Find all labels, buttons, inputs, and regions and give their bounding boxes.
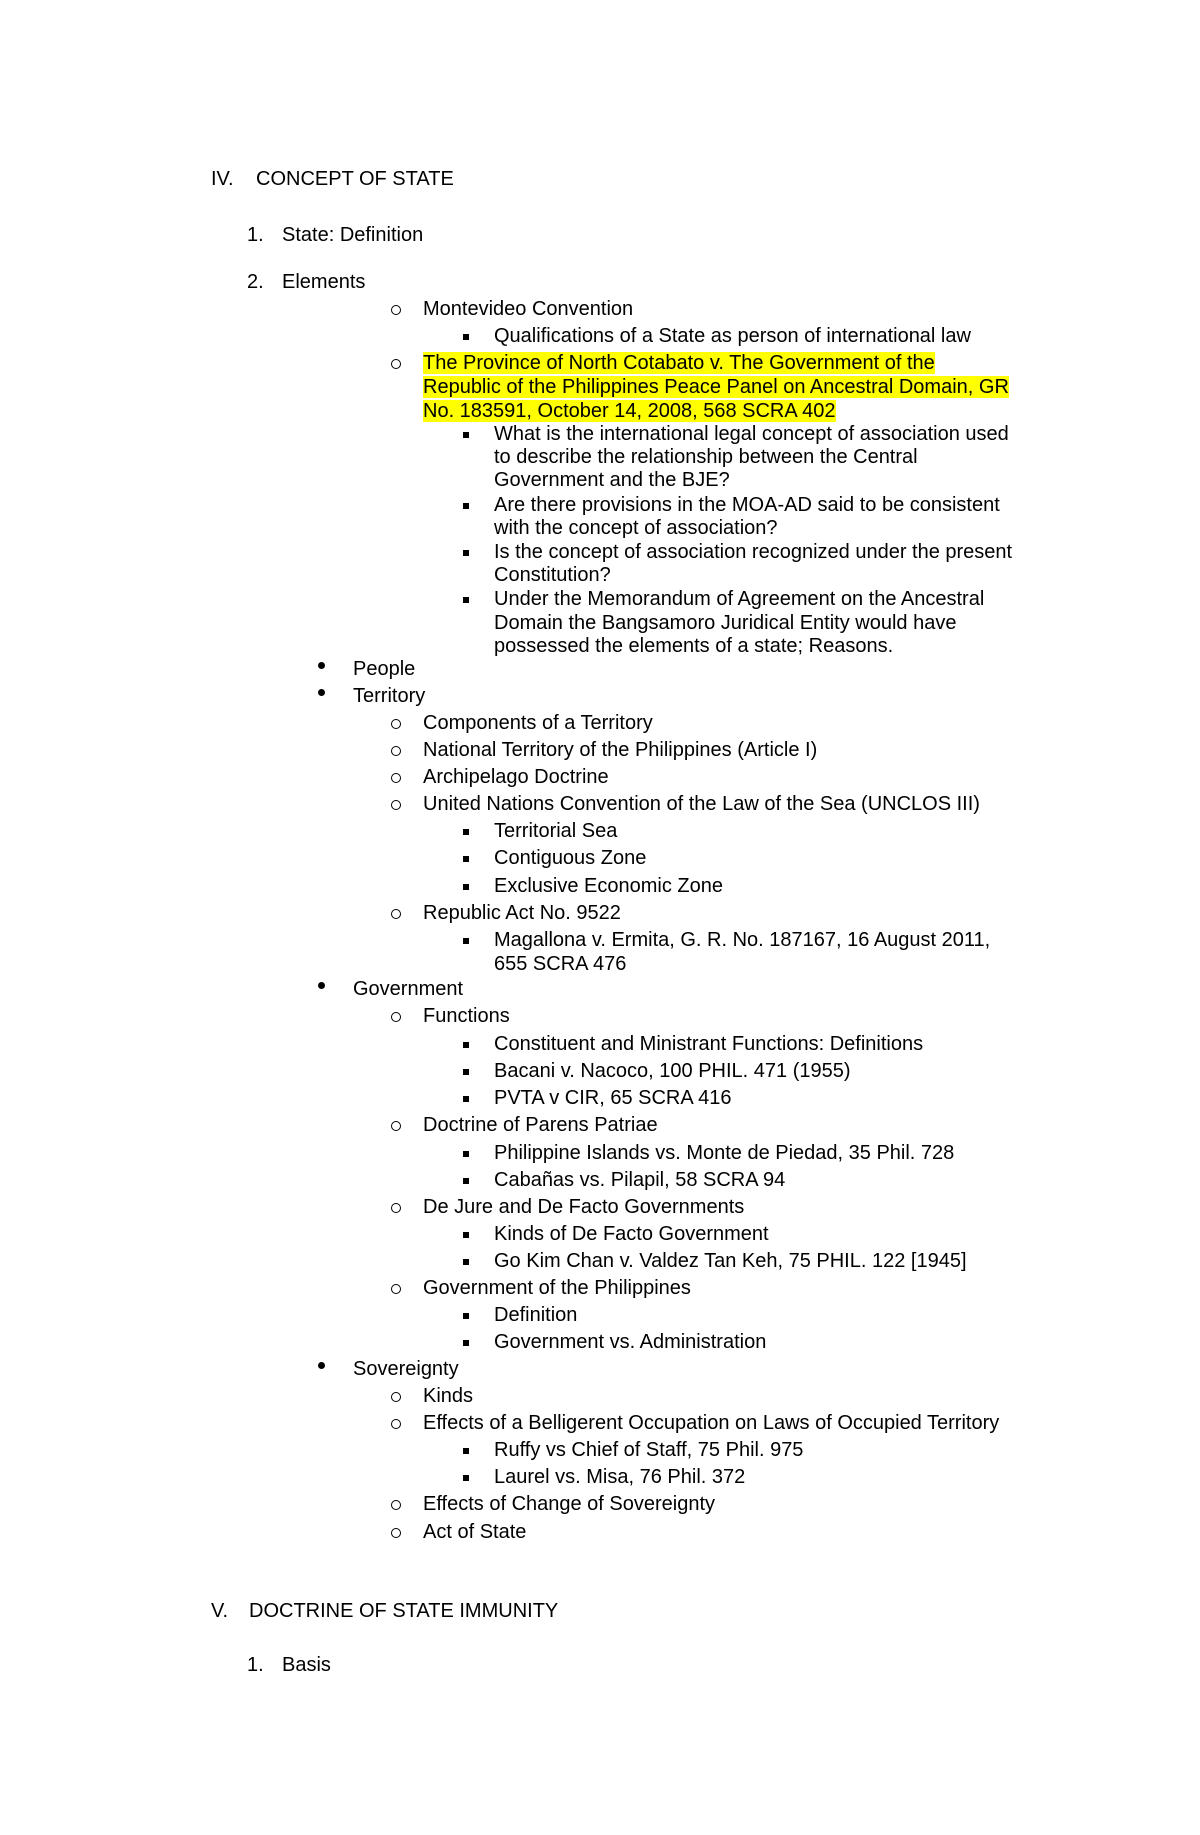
- circle-bullet-icon: [391, 1419, 401, 1429]
- territory-label: Territory: [353, 685, 426, 707]
- square-bullet-icon: [463, 1232, 469, 1238]
- square-bullet-icon: [463, 1340, 469, 1346]
- question-3-line-1: Is the concept of association recognized under the present: [494, 541, 1013, 563]
- square-bullet-icon: [463, 550, 469, 556]
- disc-bullet-icon: [318, 662, 325, 669]
- sov-actofstate: Act of State: [423, 1521, 527, 1543]
- circle-bullet-icon: [391, 1500, 401, 1510]
- square-bullet-icon: [463, 1151, 469, 1157]
- circle-bullet-icon: [391, 1012, 401, 1022]
- functions-item-2: Bacani v. Nacoco, 100 PHIL. 471 (1955): [494, 1060, 851, 1082]
- people-label: People: [353, 658, 416, 680]
- section-v-title: DOCTRINE OF STATE IMMUNITY: [249, 1600, 559, 1622]
- dejure-item-1: Kinds of De Facto Government: [494, 1223, 769, 1245]
- montevideo-sub: Qualifications of a State as person of international law: [494, 325, 971, 347]
- item-2-text: Elements: [282, 271, 366, 293]
- philgov-item-2: Government vs. Administration: [494, 1331, 767, 1353]
- square-bullet-icon: [463, 1178, 469, 1184]
- square-bullet-icon: [463, 856, 469, 862]
- question-2-line-2: with the concept of association?: [494, 517, 778, 539]
- sov-change: Effects of Change of Sovereignty: [423, 1493, 716, 1515]
- territory-archipelago: Archipelago Doctrine: [423, 766, 609, 788]
- square-bullet-icon: [463, 334, 469, 340]
- gov-philgov: Government of the Philippines: [423, 1277, 691, 1299]
- square-bullet-icon: [463, 1259, 469, 1265]
- square-bullet-icon: [463, 1042, 469, 1048]
- government-label: Government: [353, 978, 464, 1000]
- circle-bullet-icon: [391, 1528, 401, 1538]
- disc-bullet-icon: [318, 1362, 325, 1369]
- question-1-line-3: Government and the BJE?: [494, 469, 730, 491]
- cotabato-line-2: Republic of the Philippines Peace Panel on Ancestral Domain, GR: [423, 376, 1009, 398]
- square-bullet-icon: [463, 597, 469, 603]
- montevideo-label: Montevideo Convention: [423, 298, 634, 320]
- disc-bullet-icon: [318, 689, 325, 696]
- dejure-item-2: Go Kim Chan v. Valdez Tan Keh, 75 PHIL. 122 [1945]: [494, 1250, 967, 1272]
- question-4-line-3: possessed the elements of a state; Reasons.: [494, 635, 894, 657]
- question-4-line-1: Under the Memorandum of Agreement on the Ancestral: [494, 588, 985, 610]
- question-1-line-1: What is the international legal concept of association used: [494, 423, 1009, 445]
- belligerent-item-2: Laurel vs. Misa, 76 Phil. 372: [494, 1466, 746, 1488]
- parens-item-2: Cabañas vs. Pilapil, 58 SCRA 94: [494, 1169, 786, 1191]
- square-bullet-icon: [463, 884, 469, 890]
- sov-kinds: Kinds: [423, 1385, 474, 1407]
- circle-bullet-icon: [391, 800, 401, 810]
- sovereignty-label: Sovereignty: [353, 1358, 459, 1380]
- circle-bullet-icon: [391, 1392, 401, 1402]
- square-bullet-icon: [463, 829, 469, 835]
- disc-bullet-icon: [318, 982, 325, 989]
- section-v-item-1-number: 1.: [247, 1654, 264, 1676]
- circle-bullet-icon: [391, 719, 401, 729]
- question-2-line-1: Are there provisions in the MOA-AD said to be consistent: [494, 494, 1000, 516]
- unclos-item-1: Territorial Sea: [494, 820, 618, 842]
- item-2-number: 2.: [247, 271, 264, 293]
- cotabato-line-1: The Province of North Cotabato v. The Government of the: [423, 352, 935, 374]
- unclos-item-3: Exclusive Economic Zone: [494, 875, 723, 897]
- gov-parens: Doctrine of Parens Patriae: [423, 1114, 658, 1136]
- territory-components: Components of a Territory: [423, 712, 653, 734]
- question-4-line-2: Domain the Bangsamoro Juridical Entity would have: [494, 612, 957, 634]
- territory-national: National Territory of the Philippines (Article I): [423, 739, 818, 761]
- section-iv-title: CONCEPT OF STATE: [256, 168, 454, 190]
- functions-item-3: PVTA v CIR, 65 SCRA 416: [494, 1087, 732, 1109]
- square-bullet-icon: [463, 938, 469, 944]
- functions-item-1: Constituent and Ministrant Functions: Definitions: [494, 1033, 924, 1055]
- sov-belligerent: Effects of a Belligerent Occupation on Laws of Occupied Territory: [423, 1412, 1000, 1434]
- circle-bullet-icon: [391, 1203, 401, 1213]
- circle-bullet-icon: [391, 1121, 401, 1131]
- philgov-item-1: Definition: [494, 1304, 578, 1326]
- circle-bullet-icon: [391, 746, 401, 756]
- belligerent-item-1: Ruffy vs Chief of Staff, 75 Phil. 975: [494, 1439, 804, 1461]
- circle-bullet-icon: [391, 773, 401, 783]
- parens-item-1: Philippine Islands vs. Monte de Piedad, 35 Phil. 728: [494, 1142, 955, 1164]
- square-bullet-icon: [463, 432, 469, 438]
- question-1-line-2: to describe the relationship between the Central: [494, 446, 918, 468]
- square-bullet-icon: [463, 1448, 469, 1454]
- gov-dejure: De Jure and De Facto Governments: [423, 1196, 745, 1218]
- section-v-item-1-text: Basis: [282, 1654, 331, 1676]
- ra9522-case-line-2: 655 SCRA 476: [494, 953, 627, 975]
- cotabato-line-3: No. 183591, October 14, 2008, 568 SCRA 402: [423, 400, 836, 422]
- circle-bullet-icon: [391, 305, 401, 315]
- territory-ra9522: Republic Act No. 9522: [423, 902, 621, 924]
- item-1-number: 1.: [247, 224, 264, 246]
- ra9522-case-line-1: Magallona v. Ermita, G. R. No. 187167, 16 August 2011,: [494, 929, 991, 951]
- gov-functions: Functions: [423, 1005, 510, 1027]
- question-3-line-2: Constitution?: [494, 564, 611, 586]
- territory-unclos: United Nations Convention of the Law of the Sea (UNCLOS III): [423, 793, 980, 815]
- square-bullet-icon: [463, 1475, 469, 1481]
- section-iv-numeral: IV.: [211, 168, 234, 190]
- circle-bullet-icon: [391, 909, 401, 919]
- square-bullet-icon: [463, 1069, 469, 1075]
- square-bullet-icon: [463, 503, 469, 509]
- square-bullet-icon: [463, 1096, 469, 1102]
- unclos-item-2: Contiguous Zone: [494, 847, 647, 869]
- item-1-text: State: Definition: [282, 224, 424, 246]
- circle-bullet-icon: [391, 359, 401, 369]
- circle-bullet-icon: [391, 1284, 401, 1294]
- square-bullet-icon: [463, 1313, 469, 1319]
- section-v-numeral: V.: [211, 1600, 229, 1622]
